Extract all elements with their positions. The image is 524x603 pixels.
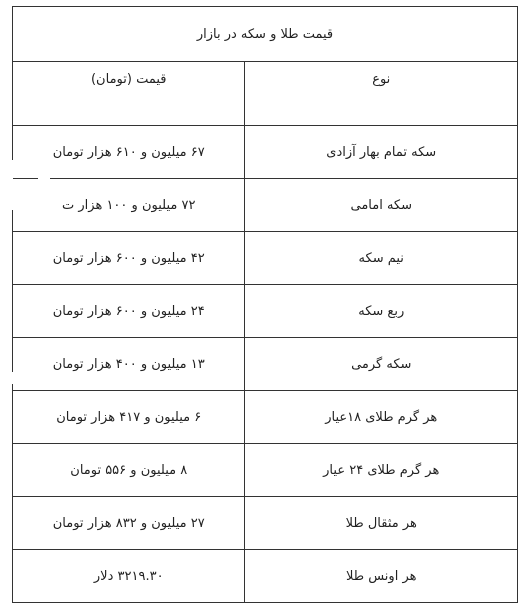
row-price-cell: ۳۲۱۹.۳۰ دلار [13, 550, 245, 603]
row-type-cell: هر گرم طلای ۱۸عیار [245, 391, 518, 444]
table-row [13, 444, 518, 497]
row-type-cell: هر مثقال طلا [245, 497, 518, 550]
table-row [13, 391, 518, 444]
table-header-row [13, 62, 518, 126]
row-price-cell: ۲۷ میلیون و ۸۳۲ هزار تومان [13, 497, 245, 550]
row-price-cell: ۸ میلیون و ۵۵۶ تومان [13, 444, 245, 497]
table-row [13, 550, 518, 603]
row-type-cell: نیم سکه [245, 232, 518, 285]
screenshot-artifact [0, 160, 13, 210]
row-price-cell: ۷۲ میلیون و ۱۰۰ هزار ت [13, 179, 245, 232]
table-row [13, 232, 518, 285]
row-type-cell: ربع سکه [245, 285, 518, 338]
screenshot-artifact [0, 372, 13, 384]
row-type-cell: سکه گرمی [245, 338, 518, 391]
row-price-cell: ۴۲ میلیون و ۶۰۰ هزار تومان [13, 232, 245, 285]
row-type-cell: هر اونس طلا [245, 550, 518, 603]
table-row [13, 338, 518, 391]
gold-coin-price-table [12, 6, 518, 603]
row-price-cell: ۶۷ میلیون و ۶۱۰ هزار تومان [13, 126, 245, 179]
table-caption: قیمت طلا و سکه در بازار [13, 7, 518, 62]
table-row [13, 179, 518, 232]
row-price-cell: ۶ میلیون و ۴۱۷ هزار تومان [13, 391, 245, 444]
row-type-cell: سکه امامی [245, 179, 518, 232]
table-row [13, 126, 518, 179]
header-type: نوع [245, 62, 518, 126]
row-type-cell: هر گرم طلای ۲۴ عیار [245, 444, 518, 497]
row-price-cell: ۱۳ میلیون و ۴۰۰ هزار تومان [13, 338, 245, 391]
screenshot-artifact [38, 176, 50, 198]
table-row [13, 497, 518, 550]
row-type-cell: سکه تمام بهار آزادی [245, 126, 518, 179]
header-price: قیمت (تومان) [13, 62, 245, 126]
table-caption-row [13, 7, 518, 62]
row-price-cell: ۲۴ میلیون و ۶۰۰ هزار تومان [13, 285, 245, 338]
table-row [13, 285, 518, 338]
